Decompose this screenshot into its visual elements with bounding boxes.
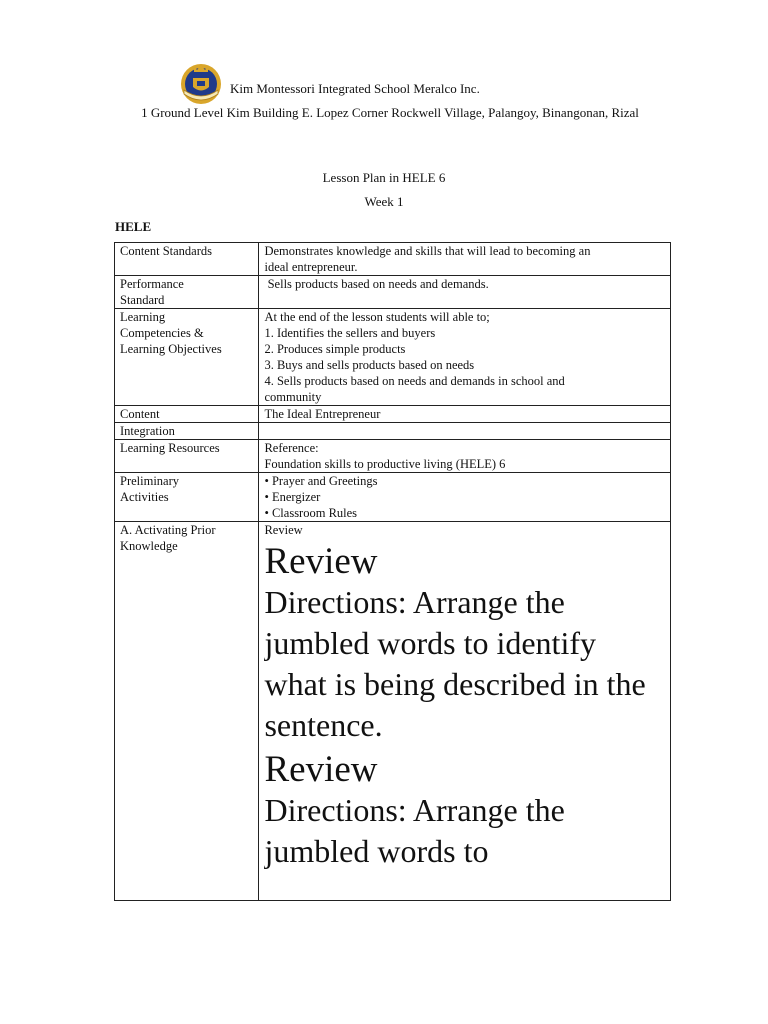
- row-value-line: 3. Buys and sells products based on needs: [264, 358, 475, 372]
- row-value: The Ideal Entrepreneur: [259, 406, 671, 423]
- row-value-line: At the end of the lesson students will able to;: [264, 310, 490, 324]
- week-label: Week 1: [364, 194, 404, 209]
- lesson-plan-table: [114, 242, 671, 901]
- school-address: 1 Ground Level Kim Building E. Lopez Corner Rockwell Village, Palangoy, Binangonan, Rizal: [141, 105, 639, 120]
- row-label-line: Competencies &: [120, 326, 204, 340]
- table-row: [115, 440, 671, 473]
- row-label: [115, 309, 259, 406]
- row-value-line: Demonstrates knowledge and skills that will lead to becoming an: [264, 244, 591, 258]
- review-slide-directions: Directions: Arrange the jumbled words to: [264, 792, 565, 869]
- subject-heading: HELE: [115, 219, 152, 234]
- row-label-line: Knowledge: [120, 539, 178, 553]
- table-row: [115, 406, 671, 423]
- row-value-line: • Energizer: [264, 490, 321, 504]
- table-row: [115, 309, 671, 406]
- row-value-line: Reference:: [264, 441, 319, 455]
- school-header: [178, 60, 480, 106]
- row-label-line: Learning Objectives: [120, 342, 222, 356]
- row-label-line: Standard: [120, 293, 165, 307]
- row-label: Content: [115, 406, 259, 423]
- row-label-line: Learning: [120, 310, 166, 324]
- row-value-line: 1. Identifies the sellers and buyers: [264, 326, 436, 340]
- row-value: [259, 440, 671, 473]
- table-row: [115, 473, 671, 522]
- row-value: [259, 309, 671, 406]
- row-value-line: • Prayer and Greetings: [264, 474, 378, 488]
- row-value-line: 2. Produces simple products: [264, 342, 406, 356]
- review-slide-title: Review: [264, 749, 378, 790]
- row-value-line: 4. Sells products based on needs and demands in school and: [264, 374, 565, 388]
- row-label-line: Performance: [120, 277, 184, 291]
- review-slide-title: Review: [264, 541, 378, 582]
- row-value: [259, 423, 671, 440]
- row-value-line: ideal entrepreneur.: [264, 260, 358, 274]
- row-label-line: Preliminary: [120, 474, 180, 488]
- review-slides: [264, 522, 665, 900]
- row-label: Integration: [115, 423, 259, 440]
- row-label: [115, 522, 259, 901]
- row-label: Content Standards: [115, 243, 259, 276]
- row-value-line: community: [264, 390, 322, 404]
- school-seal-icon: [178, 60, 224, 106]
- review-slide-directions: Directions: Arrange the jumbled words to identify what is being described in the sentence.: [264, 584, 646, 743]
- table-row: [115, 423, 671, 440]
- row-label-line: A. Activating Prior: [120, 523, 216, 537]
- row-value-line: Foundation skills to productive living (HELE) 6: [264, 457, 506, 471]
- row-value: [259, 522, 671, 901]
- table-row: [115, 276, 671, 309]
- lesson-plan-title: Lesson Plan in HELE 6: [322, 170, 446, 185]
- table-row: [115, 522, 671, 901]
- row-label: [115, 276, 259, 309]
- table-row: [115, 243, 671, 276]
- row-value: [259, 243, 671, 276]
- row-label-line: Activities: [120, 490, 169, 504]
- row-value-line: • Classroom Rules: [264, 506, 358, 520]
- row-label: [115, 473, 259, 522]
- row-value: [259, 473, 671, 522]
- school-name: Kim Montessori Integrated School Meralco Inc.: [230, 81, 480, 96]
- review-small-label: Review: [264, 523, 303, 537]
- row-value: Sells products based on needs and demands.: [259, 276, 671, 309]
- row-label: Learning Resources: [115, 440, 259, 473]
